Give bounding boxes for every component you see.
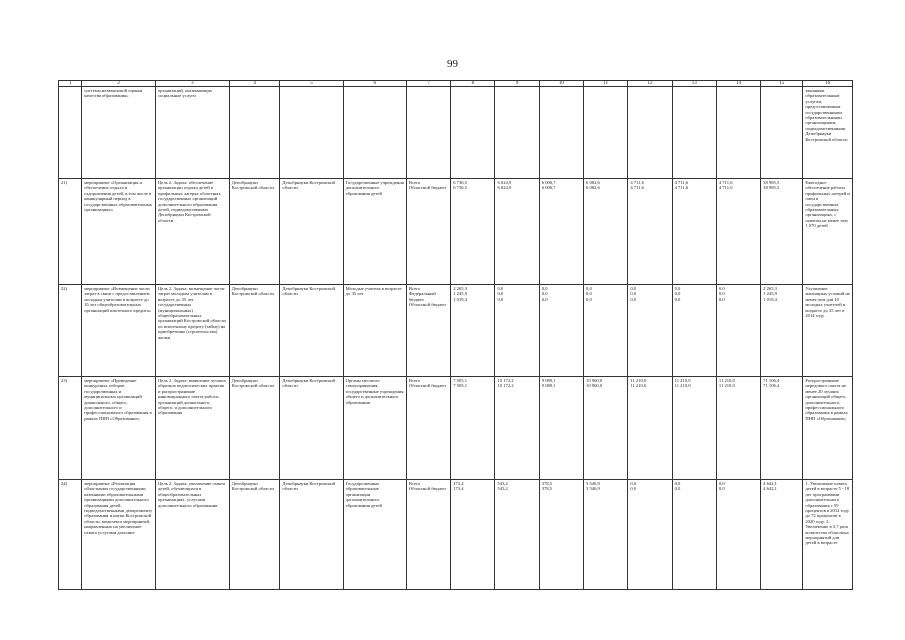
recipients-cell: Государственные образовательные организации дополнительного образования детей bbox=[343, 480, 406, 590]
amount-2018-cell: 4 711,6 4 711,6 bbox=[628, 179, 672, 285]
measure-name-cell: мероприятие «Реализация областными государственными казенными образовательными организациями дополнительного образования детей, подведомственными департаменту образования и науки Костромской области, комплекса мероприятий, направленных на увеличение охвата услугами дополни- bbox=[82, 480, 156, 590]
column-number-5: 5 bbox=[280, 81, 343, 87]
column-number-6: 6 bbox=[343, 81, 406, 87]
measure-name-cell: системы независимой оценки качества образования» bbox=[82, 87, 156, 179]
executor-cell: Депобрнауки Костромской области bbox=[280, 285, 343, 377]
column-number-10: 10 bbox=[539, 81, 583, 87]
measure-name-cell: мероприятие «Проведение конкурсных отборов государственных и муниципальных организаций дошкольного, общего, дополнительного и профессионального образования в рамках ПНП «Образование» bbox=[82, 377, 156, 480]
row-number-cell: 24) bbox=[59, 480, 82, 590]
amount-2016-cell: 0,0 0,0 0,0 bbox=[539, 285, 583, 377]
amount-2020-cell: 0,0 0,0 bbox=[716, 480, 760, 590]
recipients-cell: Государственные учреждения дополнительного образования детей bbox=[343, 179, 406, 285]
column-number-8: 8 bbox=[451, 81, 495, 87]
program-table bbox=[58, 80, 853, 590]
expected-result-cell: Распространение передового опыта не менее 20 лучших организаций общего, дополнительного, профессионального образования в рамках ПНП «Образование» bbox=[803, 377, 853, 480]
amount-2015-cell: 6 024,9 6 024,9 bbox=[495, 179, 539, 285]
row-number-cell: 21) bbox=[59, 179, 82, 285]
amount-2019-cell: 11 210,0 11 210,0 bbox=[672, 377, 716, 480]
amount-2016-cell: 9 089,1 9 089,1 bbox=[539, 377, 583, 480]
amount-2017-cell: 0,0 0,0 0,0 bbox=[584, 285, 628, 377]
coordinator-cell bbox=[229, 87, 280, 179]
page-number: 99 bbox=[447, 58, 458, 70]
expected-result-cell: законным образовательным услугам, предоставляемым государственными образовательными организациями, подведомственными Депобрнауки Костромской области bbox=[803, 87, 853, 179]
amount-total-cell: 71 106,4 71 106,4 bbox=[761, 377, 803, 480]
goal-task-cell: Цель 2. Задача: обеспечение организации отдыха детей в профильных лагерях областных государственных организаций дополнительного образования детей, подведомственных Депобрнауки Костромской области bbox=[155, 179, 229, 285]
coordinator-cell: Депобрнауки Костромской области bbox=[229, 377, 280, 480]
table-row bbox=[59, 179, 853, 285]
table-row bbox=[59, 377, 853, 480]
amount-2017-cell: 3 546,9 3 546,9 bbox=[584, 480, 628, 590]
amount-2020-cell: 11 210,0 11 210,0 bbox=[716, 377, 760, 480]
coordinator-cell: Депобрнауки Костромской области bbox=[229, 285, 280, 377]
amount-2019-cell: 0,0 0,0 0,0 bbox=[672, 285, 716, 377]
amount-2018-cell bbox=[628, 87, 672, 179]
amount-2020-cell: 4 711,6 4 711,6 bbox=[716, 179, 760, 285]
measure-name-cell: мероприятие «Организация и обеспечение отдыха и оздоровления детей, в том числе в каникулярный период в государственных образовательных организациях» bbox=[82, 179, 156, 285]
funding-source-cell: Всего Областной бюджет bbox=[406, 179, 450, 285]
table-row bbox=[59, 285, 853, 377]
row-number-cell: 22) bbox=[59, 285, 82, 377]
amount-2014-cell: 173,4 173,4 bbox=[451, 480, 495, 590]
column-number-11: 11 bbox=[584, 81, 628, 87]
funding-source-cell: Всего Федеральный бюджет Областной бюджет bbox=[406, 285, 450, 377]
recipients-cell: Органы местного самоуправления, государственные учреждения общего и дополнительного образования bbox=[343, 377, 406, 480]
column-number-9: 9 bbox=[495, 81, 539, 87]
executor-cell: Депобрнауки Костромской области bbox=[280, 377, 343, 480]
recipients-cell bbox=[343, 87, 406, 179]
amount-2015-cell: 0,0 0,0 0,0 bbox=[495, 285, 539, 377]
column-number-12: 12 bbox=[628, 81, 672, 87]
column-number-4: 4 bbox=[229, 81, 280, 87]
funding-source-cell bbox=[406, 87, 450, 179]
coordinator-cell: Депобрнауки Костромской области bbox=[229, 480, 280, 590]
executor-cell bbox=[280, 87, 343, 179]
amount-2016-cell bbox=[539, 87, 583, 179]
amount-2014-cell bbox=[451, 87, 495, 179]
amount-2017-cell bbox=[584, 87, 628, 179]
goal-task-cell: Цель 2. Задача: выявление лучших образцов педагогических практик и распространение инновационного опыта работы организаций дошкольного, общего, и дополнительного образования bbox=[155, 377, 229, 480]
column-number-14: 14 bbox=[716, 81, 760, 87]
goal-task-cell: Цель 2. Задача: возмещение части затрат молодым учителям в возрасте до 35 лет государственных (муниципальных) общеобразовательных организаций Костромской области по ипотечному кредиту (займу) на приобретение (строительство) жилья bbox=[155, 285, 229, 377]
amount-2018-cell: 11 210,0 11 210,0 bbox=[628, 377, 672, 480]
column-number-7: 7 bbox=[406, 81, 450, 87]
amount-2017-cell: 10 960,0 10 960,0 bbox=[584, 377, 628, 480]
row-number-cell bbox=[59, 87, 82, 179]
column-number-13: 13 bbox=[672, 81, 716, 87]
amount-2019-cell: 0,0 0,0 bbox=[672, 480, 716, 590]
table-row bbox=[59, 480, 853, 590]
column-number-15: 15 bbox=[761, 81, 803, 87]
row-number-cell: 23) bbox=[59, 377, 82, 480]
amount-total-cell bbox=[761, 87, 803, 179]
amount-2015-cell: 10 172,2 10 172,2 bbox=[495, 377, 539, 480]
amount-2018-cell: 0,0 0,0 0,0 bbox=[628, 285, 672, 377]
expected-result-cell: Ежегодное обеспечение работы профильных лагерей и смен в государственных образовательных организациях, с охватом не менее чем 1 070 детей bbox=[803, 179, 853, 285]
amount-2019-cell: 4 711,6 4 711,6 bbox=[672, 179, 716, 285]
recipients-cell: Молодые учителя в возрасте до 35 лет bbox=[343, 285, 406, 377]
funding-source-cell: Всего Областной бюджет bbox=[406, 377, 450, 480]
amount-2019-cell bbox=[672, 87, 716, 179]
measure-name-cell: мероприятие «Возмещение части затрат в связи с предоставлением молодым учителям в возрасте до 35 лет общеобразовательных организаций ипотечного кредита» bbox=[82, 285, 156, 377]
funding-source-cell: Всего Областной бюджет bbox=[406, 480, 450, 590]
amount-2020-cell: 0,0 0,0 0,0 bbox=[716, 285, 760, 377]
amount-2016-cell: 6 006,7 6 006,7 bbox=[539, 179, 583, 285]
table-row bbox=[59, 87, 853, 179]
amount-2014-cell: 6 736,5 6 736,5 bbox=[451, 179, 495, 285]
amount-2016-cell: 378,5 378,5 bbox=[539, 480, 583, 590]
column-number-3: 3 bbox=[155, 81, 229, 87]
expected-result-cell: Улучшение жилищных условий не менее чем для 10 молодых учителей в возрасте до 35 лет в 2014 году bbox=[803, 285, 853, 377]
table-body bbox=[59, 87, 853, 590]
column-number-1: 1 bbox=[59, 81, 82, 87]
amount-2014-cell: 7 505,1 7 505,1 bbox=[451, 377, 495, 480]
executor-cell: Депобрнауки Костромской области bbox=[280, 179, 343, 285]
amount-2014-cell: 2 265,3 1 245,9 1 019,4 bbox=[451, 285, 495, 377]
coordinator-cell: Депобрнауки Костромской области bbox=[229, 179, 280, 285]
goal-task-cell: Цель 2. Задача: увеличение охвата детей, обучающихся в общеобразовательных организациях, услугами дополнительного образования bbox=[155, 480, 229, 590]
amount-2017-cell: 6 082,6 6 082,6 bbox=[584, 179, 628, 285]
amount-2020-cell bbox=[716, 87, 760, 179]
amount-2018-cell: 0,0 0,0 bbox=[628, 480, 672, 590]
amount-2015-cell: 543,2 543,2 bbox=[495, 480, 539, 590]
goal-task-cell: организаций, оказывающих социальные услуги bbox=[155, 87, 229, 179]
column-number-2: 2 bbox=[82, 81, 156, 87]
executor-cell: Депобрнауки Костромской области bbox=[280, 480, 343, 590]
column-number-16: 16 bbox=[803, 81, 853, 87]
amount-total-cell: 38 985,5 38 985,5 bbox=[761, 179, 803, 285]
amount-total-cell: 4 642,1 4 642,1 bbox=[761, 480, 803, 590]
expected-result-cell: 1. Увеличение охвата детей в возрасте 5 - 18 лет программами дополнительного образования с 59 процентов в 2012 году до 72 процентов в 2020 году. 2. Увеличение в 3,7 раза количества областных мероприятий для детей в возрасте bbox=[803, 480, 853, 590]
amount-2015-cell bbox=[495, 87, 539, 179]
amount-total-cell: 2 265,3 1 245,9 1 019,4 bbox=[761, 285, 803, 377]
